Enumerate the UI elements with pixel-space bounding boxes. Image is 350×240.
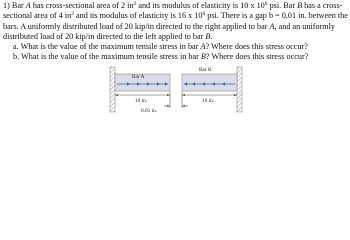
bar-a-ref: A: [25, 1, 31, 10]
question-a: a. What is the value of the maximum tensile stress in bar A? Where does this stress occur?: [13, 42, 308, 52]
bar-a-label: Bar A: [132, 74, 145, 80]
bar-b: [182, 74, 237, 91]
right-wall: [237, 67, 242, 112]
left-wall: [110, 67, 115, 112]
bar-a-length: 10 in.: [135, 98, 148, 104]
bar-figure: [0, 64, 350, 117]
bar-b-label: Bar B: [199, 67, 212, 73]
problem-intro: 1) Bar A has cross-sectional area of 2 $in^2$ and its modulus of elasticity is 10 x $10^6$ psi. Bar B has a cross-sectional area of 4 $in^2$ and its modulus of elasticity is 16 x $10^6$ psi. There is a gap b = 0.01 in. between the bars. A uniformly distributed load of 20 kip/in directed to the right applied to bar A, and an uniformly distributed load of 20 kip/in directed to the left applied to bar B.: [3, 1, 348, 41]
question-b: b. What is the value of the maximum tensile stress in bar B? Where does this stress occur?: [13, 52, 309, 62]
gap-label: 0.01 in.: [141, 108, 158, 114]
problem-statement: [3, 1, 349, 63]
bar-diagram: [0, 64, 350, 117]
bar-b-length: 10 in.: [202, 98, 215, 104]
problem-number: 1): [3, 1, 10, 10]
bar-b-ref: B: [297, 1, 303, 10]
dimension-lines: [115, 91, 237, 108]
